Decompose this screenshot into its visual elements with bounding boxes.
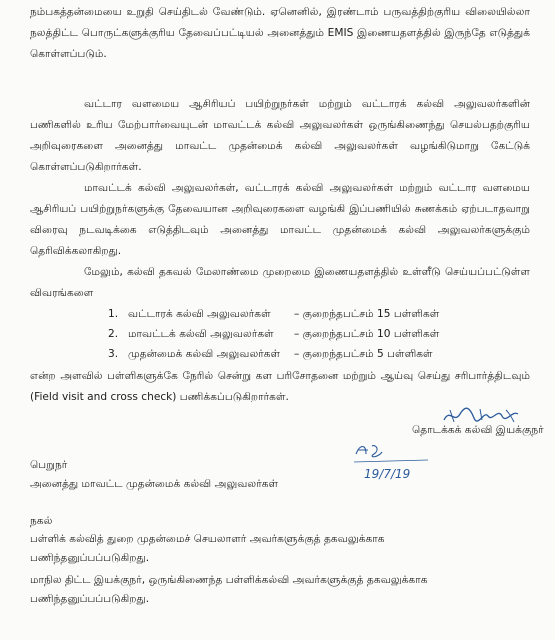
school-target: – குறைந்தபட்சம் 10 பள்ளிகள் — [294, 328, 440, 340]
inspection-target-list — [108, 304, 508, 364]
list-item — [108, 344, 508, 364]
list-item — [108, 304, 508, 324]
list-number: 2. — [108, 328, 119, 340]
copy-recipient-2-note: பணிந்தனுப்பப்படுகிறது. — [30, 593, 150, 605]
handwritten-date: 19/7/19 — [364, 467, 411, 481]
school-target: – குறைந்தபட்சம் 5 பள்ளிகள் — [294, 348, 433, 360]
officer-type: மாவட்டக் கல்வி அலுவலர்கள் — [128, 328, 274, 340]
list-number: 1. — [108, 308, 119, 320]
copy-recipient-1-note: பணிந்தனுப்பப்படுகிறது. — [30, 552, 150, 564]
copy-label: நகல் — [30, 515, 53, 527]
paragraph-field-visit: என்ற அளவில் பள்ளிகளுக்கே நேரில் சென்று கள பரிசோதனை மற்றும் ஆய்வு செய்து சரிபார்த்திடவும் (Field visit and cross check) பணிக்கப்படுகிறார்கள். — [30, 370, 530, 403]
paragraph-emis: நம்பகத்தன்மையை உறுதி செய்திடல் வேண்டும். ஏனெனில், இரண்டாம் பருவத்திற்குரிய விலையில்லா நலத்திட்ட பொருட்களுக்குரிய தேவைப்பட்டியல் அனைத்தும் EMIS இணையதளத்தில் இருந்தே எடுத்துக் கொள்ளப்படும். — [30, 6, 531, 60]
signature-title: தொடக்கக் கல்வி இயக்குநர் — [412, 424, 544, 436]
list-number: 3. — [108, 348, 119, 360]
paragraph-supervision: வட்டார வளமைய ஆசிரியப் பயிற்றுநர்கள் மற்றும் வட்டாரக் கல்வி அலுவலர்களின் பணிகளில் உரிய மேற்பார்வையுடன் மாவட்டக் கல்வி அலுவலர்கள் ஒருங்கிணைந்து செயல்பதற்குரிய அறிவுரைகளை அனைத்து மாவட்ட முதன்மைக் கல்வி அலுவலர்கள் வழங்கிடுமாறு கேட்டுக் கொள்ளப்படுகிறார்கள். — [30, 98, 530, 173]
paragraph-field-visit-intro: மேலும், கல்வி தகவல் மேலாண்மை முறைமை இணையதளத்தில் உள்ளீடு செய்யப்பட்டுள்ள விவரங்களை — [30, 266, 530, 299]
list-item — [108, 324, 508, 344]
school-target: – குறைந்தபட்சம் 15 பள்ளிகள் — [294, 308, 440, 320]
copy-recipient-2: மாநில திட்ட இயக்குநர், ஒருங்கிணைந்த பள்ளிக்கல்வி அவர்களுக்குத் தகவலுக்காக — [30, 574, 428, 586]
recipient-value: அனைத்து மாவட்ட முதன்மைக் கல்வி அலுவலர்கள் — [30, 478, 279, 490]
recipient-label: பெறுநர் — [30, 459, 68, 471]
handwritten-date-note — [352, 440, 432, 482]
officer-type: வட்டாரக் கல்வி அலுவலர்கள் — [128, 308, 271, 320]
copy-recipient-1: பள்ளிக் கல்வித் துறை முதன்மைச் செயலாளர் அவர்களுக்குத் தகவலுக்காக — [30, 533, 385, 545]
paragraph-instructions: மாவட்டக் கல்வி அலுவலர்கள், வட்டாரக் கல்வி அலுவலர்கள் மற்றும் வட்டார வளமைய ஆசிரியப் பயிற்றுநர்களுக்கு தேவையான அறிவுரைகளை வழங்கி இப்பணியில் சுணக்கம் ஏற்படாதவாறு விரைவு நடவடிக்கை எடுத்திடவும் அனைத்து மாவட்ட முதன்மைக் கல்வி அலுவலர்களுக்கும் தெரிவிக்கலாகிறது. — [30, 182, 530, 257]
officer-type: முதன்மைக் கல்வி அலுவலர்கள் — [128, 348, 281, 360]
handwritten-signature — [440, 404, 520, 426]
